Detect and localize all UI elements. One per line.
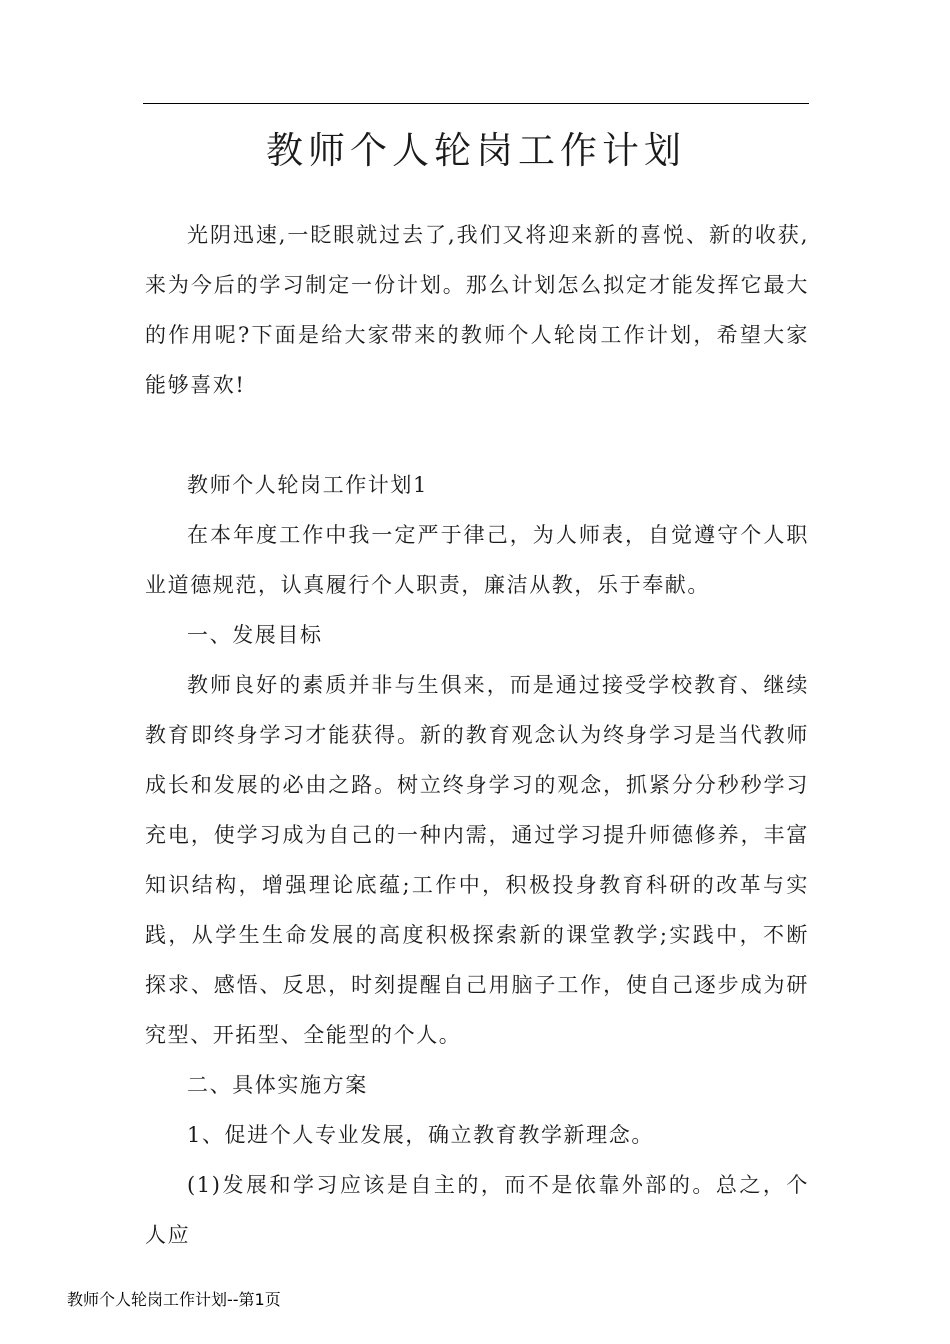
paragraph-2: 教师良好的素质并非与生俱来，而是通过接受学校教育、继续教育即终身学习才能获得。新的教育观念认为终身学习是当代教师成长和发展的必由之路。树立终身学习的观念，抓紧分分秒秒学习充电，使学习成为自己的一种内需，通过学习提升师德修养，丰富知识结构，增强理论底蕴;工作中，积极投身教育科研的改革与实践，从学生生命发展的高度积极探索新的课堂教学;实践中，不断探求、感悟、反思，时刻提醒自己用脑子工作，使自己逐步成为研究型、开拓型、全能型的个人。 (145, 673, 809, 1047)
intro-paragraph: 光阴迅速,一眨眼就过去了,我们又将迎来新的喜悦、新的收获,来为今后的学习制定一份计划。那么计划怎么拟定才能发挥它最大的作用呢?下面是给大家带来的教师个人轮岗工作计划，希望大家能够喜欢! (145, 223, 809, 397)
document-title: 教师个人轮岗工作计划 (266, 129, 686, 172)
paragraph-3: 1、促进个人专业发展，确立教育教学新理念。 (187, 1123, 654, 1147)
paragraph-1: 在本年度工作中我一定严于律己，为人师表，自觉遵守个人职业道德规范，认真履行个人职责，廉洁从教，乐于奉献。 (145, 523, 809, 597)
document-body (145, 210, 809, 1260)
header-rule (143, 103, 809, 104)
heading-implementation-plan: 二、具体实施方案 (187, 1073, 368, 1097)
paragraph-4: (1)发展和学习应该是自主的，而不是依靠外部的。总之，个人应 (145, 1173, 809, 1247)
page-footer: 教师个人轮岗工作计划--第1页 (67, 1290, 281, 1309)
heading-development-goals: 一、发展目标 (187, 623, 323, 647)
section-title: 教师个人轮岗工作计划1 (187, 473, 428, 497)
blank-line (145, 410, 809, 460)
